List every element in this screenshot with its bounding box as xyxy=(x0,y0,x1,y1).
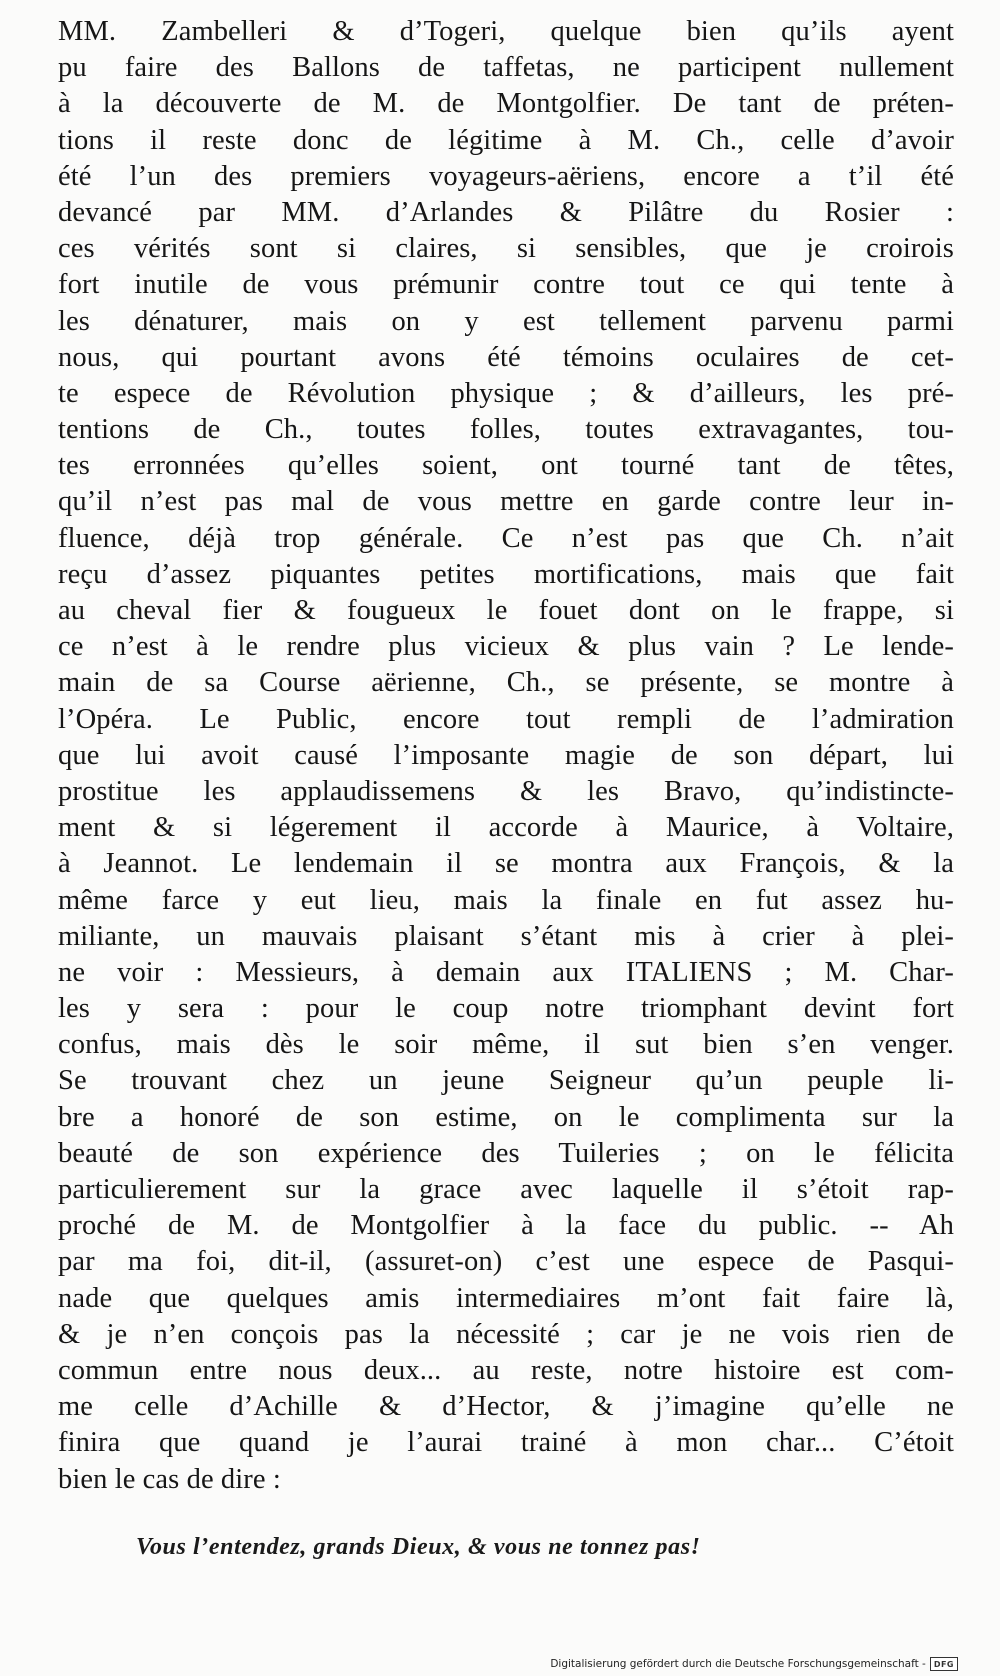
text-line: miliante, un mauvais plaisant s’étant mis à crier à plei- xyxy=(58,920,954,952)
text-line: les dénaturer, mais on y est tellement parvenu parmi xyxy=(58,305,954,337)
text-line: main de sa Course aërienne, Ch., se présente, se montre à xyxy=(58,667,954,699)
text-line: qu’il n’est pas mal de vous mettre en garde contre leur in- xyxy=(58,486,954,518)
text-line: par ma foi, dit-il, (assuret-on) c’est une espece de Pasqui- xyxy=(58,1246,954,1278)
text-line: confus, mais dès le soir même, il sut bien s’en venger. xyxy=(58,1029,954,1061)
text-line: proché de M. de Montgolfier à la face du public. -- Ah xyxy=(58,1210,954,1242)
text-line: tions il reste donc de légitime à M. Ch., celle d’avoir xyxy=(58,124,954,156)
text-line: te espece de Révolution physique ; & d’ailleurs, les pré- xyxy=(58,377,954,409)
closing-verse: Vous l’entendez, grands Dieux, & vous ne tonnez pas! xyxy=(136,1534,701,1560)
text-line: bien le cas de dire : xyxy=(58,1463,281,1495)
text-line: les y sera : pour le coup notre triomphant devint fort xyxy=(58,993,954,1025)
text-line: tes erronnées qu’elles soient, ont tourné tant de têtes, xyxy=(58,450,954,482)
text-line: finira que quand je l’aurai trainé à mon char... C’étoit xyxy=(58,1427,954,1459)
text-line: devancé par MM. d’Arlandes & Pilâtre du Rosier : xyxy=(58,196,954,228)
text-line: prostitue les applaudissemens & les Bravo, qu’indistincte- xyxy=(58,775,954,807)
dfg-logo-icon: DFG xyxy=(930,1657,958,1671)
text-line: ne voir : Messieurs, à demain aux ITALIENS ; M. Char- xyxy=(58,956,954,988)
text-line: Se trouvant chez un jeune Seigneur qu’un peuple li- xyxy=(58,1065,954,1097)
text-line: nade que quelques amis intermediaires m’ont fait faire là, xyxy=(58,1282,954,1314)
text-line: tentions de Ch., toutes folles, toutes extravagantes, tou- xyxy=(58,414,954,446)
text-line: particulierement sur la grace avec laquelle il s’étoit rap- xyxy=(58,1174,954,1205)
text-line: à Jeannot. Le lendemain il se montra aux François, & la xyxy=(58,848,954,880)
text-line: ment & si légerement il accorde à Maurice, à Voltaire, xyxy=(58,812,954,844)
text-line: ces vérités sont si claires, si sensibles, que je croirois xyxy=(58,233,954,265)
text-line: fort inutile de vous prémunir contre tout ce qui tente à xyxy=(58,269,954,301)
text-line: même farce y eut lieu, mais la finale en fut assez hu- xyxy=(58,884,954,916)
text-line: l’Opéra. Le Public, encore tout rempli de l’admiration xyxy=(58,703,954,735)
text-line: me celle d’Achille & d’Hector, & j’imagine qu’elle ne xyxy=(58,1391,954,1423)
text-line: nous, qui pourtant avons été témoins oculaires de cet- xyxy=(58,341,954,373)
text-line: été l’un des premiers voyageurs-aëriens, encore a t’il été xyxy=(58,160,954,192)
text-line: MM. Zambelleri & d’Togeri, quelque bien qu’ils ayent xyxy=(58,16,954,47)
text-line: fluence, déjà trop générale. Ce n’est pas que Ch. n’ait xyxy=(58,522,954,554)
text-line: commun entre nous deux... au reste, notre histoire est com- xyxy=(58,1354,954,1386)
text-line: beauté de son expérience des Tuileries ; on le félicita xyxy=(58,1137,954,1169)
text-line: pu faire des Ballons de taffetas, ne participent nullement xyxy=(58,52,954,84)
funding-credit: Digitalisierung gefördert durch die Deutsche Forschungsgemeinschaft - xyxy=(550,1658,926,1670)
text-line: ce n’est à le rendre plus vicieux & plus vain ? Le lende- xyxy=(58,631,954,663)
text-line: au cheval fier & fougueux le fouet dont on le frappe, si xyxy=(58,595,954,626)
text-line: que lui avoit causé l’imposante magie de son départ, lui xyxy=(58,739,954,771)
text-line: reçu d’assez piquantes petites mortifications, mais que fait xyxy=(58,558,954,590)
body-text xyxy=(58,14,954,1498)
text-line: & je n’en conçois pas la nécessité ; car je ne vois rien de xyxy=(58,1318,954,1350)
text-line: bre a honoré de son estime, on le complimenta sur la xyxy=(58,1101,954,1133)
text-line: à la découverte de M. de Montgolfier. De tant de préten- xyxy=(58,88,954,120)
digitization-footer xyxy=(550,1654,958,1674)
